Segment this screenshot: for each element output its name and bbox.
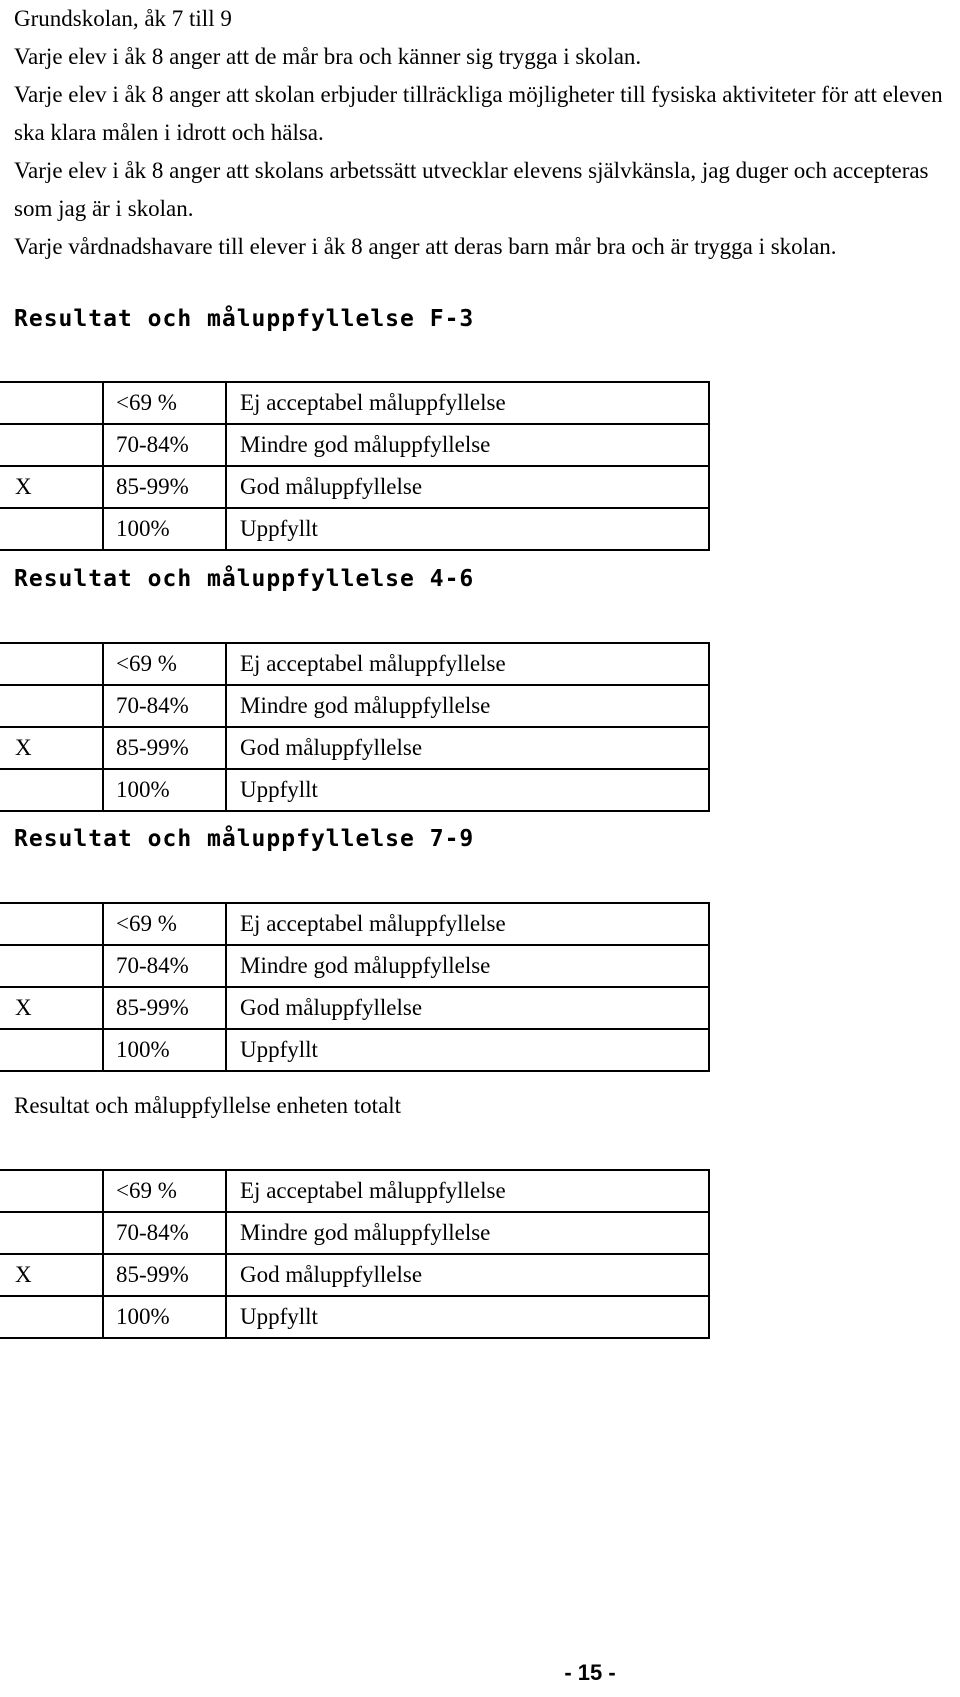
intro-text — [14, 0, 954, 266]
mark-cell: X — [1, 1254, 103, 1296]
table-row — [1, 382, 709, 424]
range-cell: 85-99% — [103, 466, 226, 508]
range-cell: 70-84% — [103, 1212, 226, 1254]
description-cell: Uppfyllt — [226, 769, 709, 811]
range-cell: 100% — [103, 1029, 226, 1071]
mark-cell — [1, 643, 103, 685]
range-cell: 70-84% — [103, 945, 226, 987]
table-row — [1, 1029, 709, 1071]
description-cell: Uppfyllt — [226, 1029, 709, 1071]
description-cell: Ej acceptabel måluppfyllelse — [226, 382, 709, 424]
table-row — [1, 1170, 709, 1212]
description-cell: Mindre god måluppfyllelse — [226, 424, 709, 466]
result-table-total — [0, 1169, 710, 1339]
goal-self-esteem: Varje elev i åk 8 anger att skolans arbetssätt utvecklar elevens självkänsla, jag duger och accepteras som jag är i skolan. — [14, 158, 929, 221]
table-row — [1, 508, 709, 550]
table-row — [1, 643, 709, 685]
goal-guardian-survey: Varje vårdnadshavare till elever i åk 8 anger att deras barn mår bra och är trygga i skolan. — [14, 234, 837, 259]
table-row — [1, 727, 709, 769]
range-cell: 70-84% — [103, 424, 226, 466]
table-row — [1, 987, 709, 1029]
goal-wellbeing: Varje elev i åk 8 anger att de mår bra och känner sig trygga i skolan. — [14, 44, 642, 69]
description-cell: Mindre god måluppfyllelse — [226, 945, 709, 987]
mark-cell — [1, 903, 103, 945]
description-cell: God måluppfyllelse — [226, 1254, 709, 1296]
section-heading-7-9: Resultat och måluppfyllelse 7-9 — [14, 826, 475, 852]
mark-cell — [1, 1212, 103, 1254]
range-cell: 100% — [103, 1296, 226, 1338]
section-heading-f3: Resultat och måluppfyllelse F-3 — [14, 306, 475, 332]
mark-cell — [1, 685, 103, 727]
range-cell: 85-99% — [103, 1254, 226, 1296]
mark-cell — [1, 1296, 103, 1338]
mark-cell: X — [1, 466, 103, 508]
mark-cell: X — [1, 727, 103, 769]
range-cell: 100% — [103, 508, 226, 550]
description-cell: God måluppfyllelse — [226, 727, 709, 769]
page-number: - 15 - — [564, 1660, 616, 1685]
mark-cell — [1, 382, 103, 424]
range-cell: <69 % — [103, 1170, 226, 1212]
range-cell: 85-99% — [103, 727, 226, 769]
section-heading-total: Resultat och måluppfyllelse enheten totalt — [14, 1093, 402, 1118]
table-row — [1, 945, 709, 987]
result-table-4-6 — [0, 642, 710, 812]
table-row — [1, 903, 709, 945]
table-row — [1, 466, 709, 508]
range-cell: <69 % — [103, 382, 226, 424]
goal-physical-activity: Varje elev i åk 8 anger att skolan erbjuder tillräckliga möjligheter till fysiska aktiviteter för att eleven ska klara målen i idrott och hälsa. — [14, 82, 943, 145]
mark-cell — [1, 1170, 103, 1212]
table-row — [1, 1296, 709, 1338]
description-cell: Mindre god måluppfyllelse — [226, 685, 709, 727]
mark-cell — [1, 769, 103, 811]
description-cell: Ej acceptabel måluppfyllelse — [226, 903, 709, 945]
range-cell: 100% — [103, 769, 226, 811]
result-table-f3 — [0, 381, 710, 551]
page-footer — [0, 1660, 960, 1686]
range-cell: <69 % — [103, 903, 226, 945]
mark-cell — [1, 1029, 103, 1071]
table-row — [1, 685, 709, 727]
result-table-7-9 — [0, 902, 710, 1072]
description-cell: Uppfyllt — [226, 1296, 709, 1338]
table-row — [1, 769, 709, 811]
range-cell: 70-84% — [103, 685, 226, 727]
description-cell: God måluppfyllelse — [226, 466, 709, 508]
table-row — [1, 424, 709, 466]
description-cell: Uppfyllt — [226, 508, 709, 550]
range-cell: 85-99% — [103, 987, 226, 1029]
description-cell: Ej acceptabel måluppfyllelse — [226, 1170, 709, 1212]
mark-cell — [1, 508, 103, 550]
mark-cell — [1, 945, 103, 987]
mark-cell: X — [1, 987, 103, 1029]
description-cell: God måluppfyllelse — [226, 987, 709, 1029]
section-heading-4-6: Resultat och måluppfyllelse 4-6 — [14, 566, 475, 592]
table-row — [1, 1254, 709, 1296]
range-cell: <69 % — [103, 643, 226, 685]
table-row — [1, 1212, 709, 1254]
mark-cell — [1, 424, 103, 466]
school-level-title: Grundskolan, åk 7 till 9 — [14, 6, 232, 31]
description-cell: Mindre god måluppfyllelse — [226, 1212, 709, 1254]
description-cell: Ej acceptabel måluppfyllelse — [226, 643, 709, 685]
